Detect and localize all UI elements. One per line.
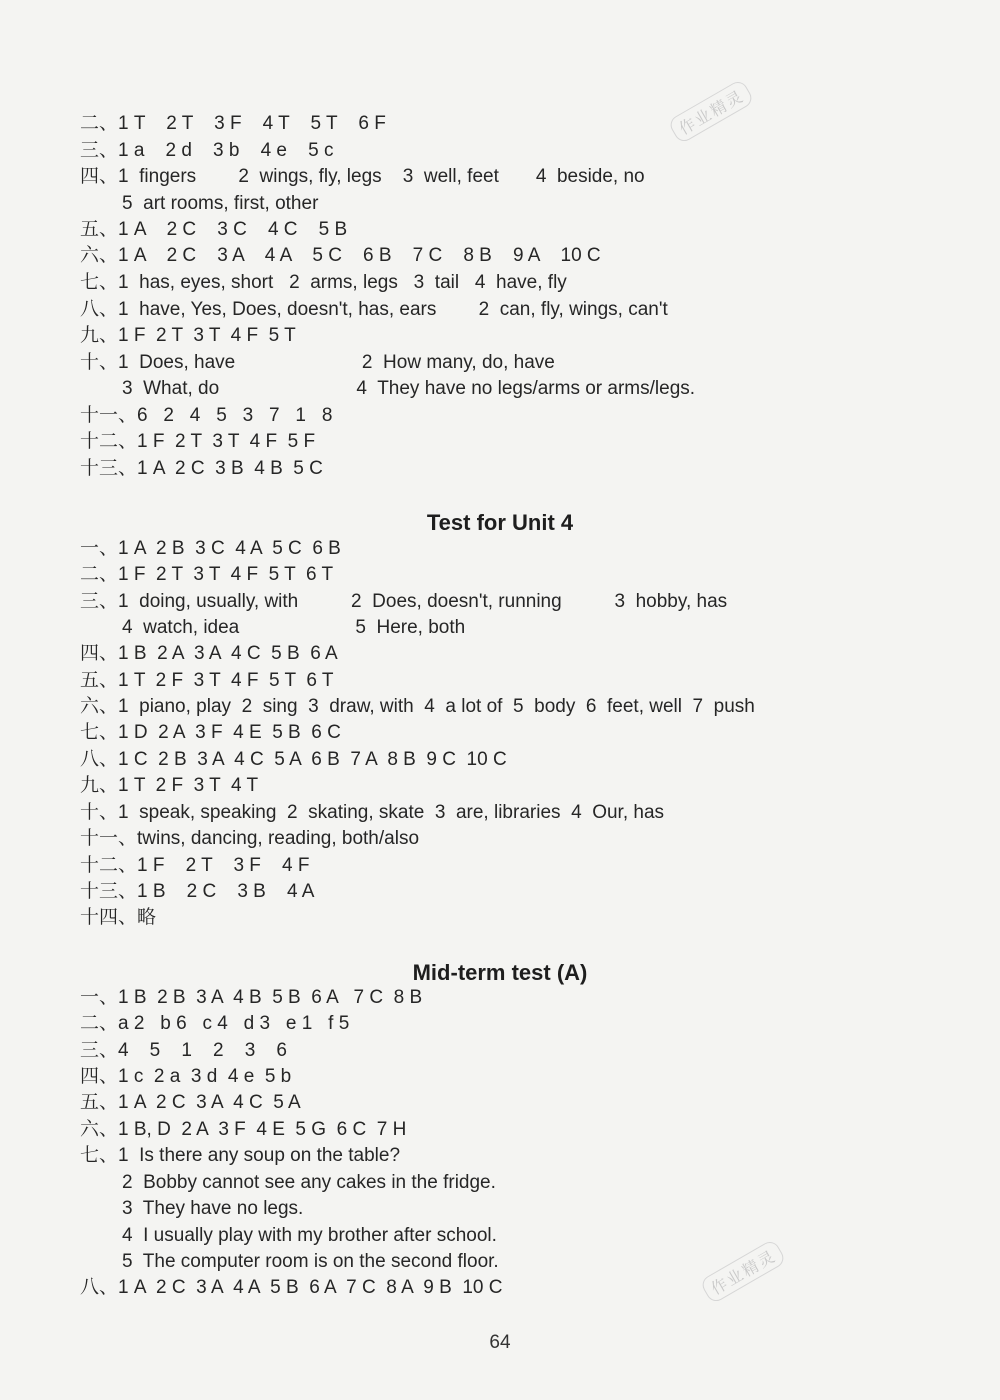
answer-line: 一、1 A 2 B 3 C 4 A 5 C 6 B [80, 538, 341, 559]
answer-line: 七、1 D 2 A 3 F 4 E 5 B 6 C [80, 722, 341, 743]
answer-line: 七、1 has, eyes, short 2 arms, legs 3 tail 4 have, fly [80, 272, 567, 293]
page-number: 64 [489, 1332, 511, 1353]
answer-line: 五、1 A 2 C 3 A 4 C 5 A [80, 1092, 301, 1113]
answer-line: 八、1 A 2 C 3 A 4 A 5 B 6 A 7 C 8 A 9 B 10 C [80, 1277, 503, 1298]
answer-line: 十二、1 F 2 T 3 T 4 F 5 F [80, 431, 316, 452]
answer-line: 九、1 T 2 F 3 T 4 T [80, 775, 259, 796]
answer-line: 4 I usually play with my brother after school. [122, 1225, 497, 1246]
answer-line: 三、4 5 1 2 3 6 [80, 1040, 287, 1061]
answer-line: 十二、1 F 2 T 3 F 4 F [80, 855, 310, 876]
answer-line: 5 art rooms, first, other [122, 193, 319, 214]
answer-line: 十三、1 B 2 C 3 B 4 A [80, 881, 315, 902]
answer-line: 五、1 T 2 F 3 T 4 F 5 T 6 T [80, 670, 334, 691]
answer-line: 四、1 c 2 a 3 d 4 e 5 b [80, 1066, 292, 1087]
section-heading-midterm: Mid-term test (A) [412, 960, 588, 985]
answer-line: 三、1 doing, usually, with 2 Does, doesn't, running 3 hobby, has [80, 591, 728, 612]
watermark-stamp-top: 作业精灵 [667, 78, 755, 144]
answer-line: 5 The computer room is on the second floor. [122, 1251, 499, 1272]
section-heading-unit4: Test for Unit 4 [426, 510, 574, 535]
answer-line: 九、1 F 2 T 3 T 4 F 5 T [80, 325, 296, 346]
answer-line: 八、1 C 2 B 3 A 4 C 5 A 6 B 7 A 8 B 9 C 10 C [80, 749, 507, 770]
answer-line: 十、1 Does, have 2 How many, do, have [80, 352, 555, 373]
answer-line: 十一、twins, dancing, reading, both/also [80, 828, 420, 849]
answer-line: 十四、略 [80, 907, 157, 928]
answer-line: 七、1 Is there any soup on the table? [80, 1145, 401, 1166]
answer-line: 一、1 B 2 B 3 A 4 B 5 B 6 A 7 C 8 B [80, 987, 423, 1008]
answer-line: 六、1 B, D 2 A 3 F 4 E 5 G 6 C 7 H [80, 1119, 407, 1140]
watermark-stamp-bottom: 作业精灵 [699, 1238, 787, 1304]
answer-line: 3 They have no legs. [122, 1198, 304, 1219]
answer-line: 四、1 B 2 A 3 A 4 C 5 B 6 A [80, 643, 338, 664]
answer-line: 十一、6 2 4 5 3 7 1 8 [80, 405, 333, 426]
answer-line: 4 watch, idea 5 Here, both [122, 617, 466, 638]
answer-line: 二、1 F 2 T 3 T 4 F 5 T 6 T [80, 564, 334, 585]
answer-line: 五、1 A 2 C 3 C 4 C 5 B [80, 219, 348, 240]
answer-line: 十、1 speak, speaking 2 skating, skate 3 are, libraries 4 Our, has [80, 802, 665, 823]
answer-line: 十三、1 A 2 C 3 B 4 B 5 C [80, 458, 323, 479]
answer-line: 3 What, do 4 They have no legs/arms or arms/legs. [122, 378, 696, 399]
answer-line: 六、1 piano, play 2 sing 3 draw, with 4 a lot of 5 body 6 feet, well 7 push [80, 696, 755, 717]
answer-line: 三、1 a 2 d 3 b 4 e 5 c [80, 140, 334, 161]
answer-line: 2 Bobby cannot see any cakes in the fridge. [122, 1172, 496, 1193]
answer-line: 八、1 have, Yes, Does, doesn't, has, ears 2 can, fly, wings, can't [80, 299, 668, 320]
answer-line: 六、1 A 2 C 3 A 4 A 5 C 6 B 7 C 8 B 9 A 10 C [80, 245, 601, 266]
answer-line: 四、1 fingers 2 wings, fly, legs 3 well, feet 4 beside, no [80, 166, 645, 187]
answer-line: 二、a 2 b 6 c 4 d 3 e 1 f 5 [80, 1013, 350, 1034]
answer-line: 二、1 T 2 T 3 F 4 T 5 T 6 F [80, 113, 386, 134]
